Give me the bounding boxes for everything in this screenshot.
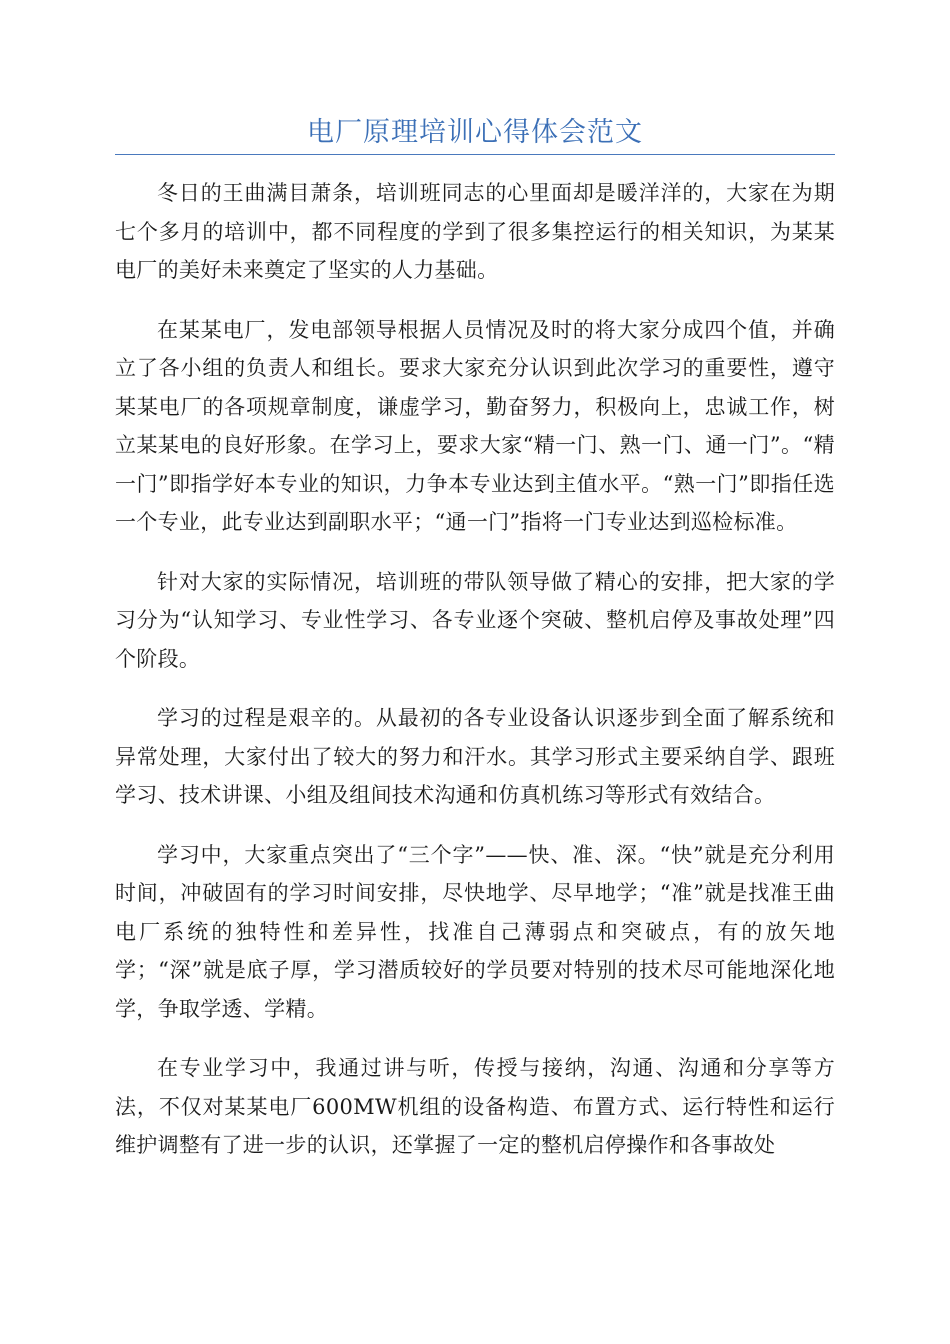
title-underline — [115, 154, 835, 155]
paragraph-4: 学习的过程是艰辛的。从最初的各专业设备认识逐步到全面了解系统和异常处理，大家付出了较大的努力和汗水。其学习形式主要采纳自学、跟班学习、技术讲课、小组及组间技术沟通和仿真机练习等形式有效结合。 — [115, 706, 835, 807]
paragraph-2: 在某某电厂，发电部领导根据人员情况及时的将大家分成四个值，并确立了各小组的负责人和组长。要求大家充分认识到此次学习的重要性，遵守某某电厂的各项规章制度，谦虚学习，勤奋努力，积极向上，忠诚工作，树立某某电的良好形象。在学习上，要求大家“精一门、熟一门、通一门”。“精一门”即指学好本专业的知识，力争本专业达到主值水平。“熟一门”即指任选一个专业，此专业达到副职水平；“通一门”指将一门专业达到巡检标准。 — [115, 317, 835, 534]
document-body — [115, 174, 835, 1186]
paragraph-1: 冬日的王曲满目萧条，培训班同志的心里面却是暖洋洋的，大家在为期七个多月的培训中，都不同程度的学到了很多集控运行的相关知识，为某某电厂的美好未来奠定了坚实的人力基础。 — [115, 181, 835, 282]
paragraph-6: 在专业学习中，我通过讲与听，传授与接纳，沟通、沟通和分享等方法，不仅对某某电厂600MW机组的设备构造、布置方式、运行特性和运行维护调整有了进一步的认识，还掌握了一定的整机启停操作和各事故处 — [115, 1056, 835, 1157]
paragraph-3: 针对大家的实际情况，培训班的带队领导做了精心的安排，把大家的学习分为“认知学习、专业性学习、各专业逐个突破、整机启停及事故处理”四个阶段。 — [115, 569, 835, 671]
paragraph-5: 学习中，大家重点突出了“三个字”——快、准、深。“快”就是充分利用时间，冲破固有的学习时间安排，尽快地学、尽早地学；“准”就是找准王曲电厂系统的独特性和差异性，找准自己薄弱点和突破点，有的放矢地学；“深”就是底子厚，学习潜质较好的学员要对特别的技术尽可能地深化地学，争取学透、学精。 — [115, 842, 835, 1021]
document-title: 电厂原理培训心得体会范文 — [307, 117, 643, 148]
